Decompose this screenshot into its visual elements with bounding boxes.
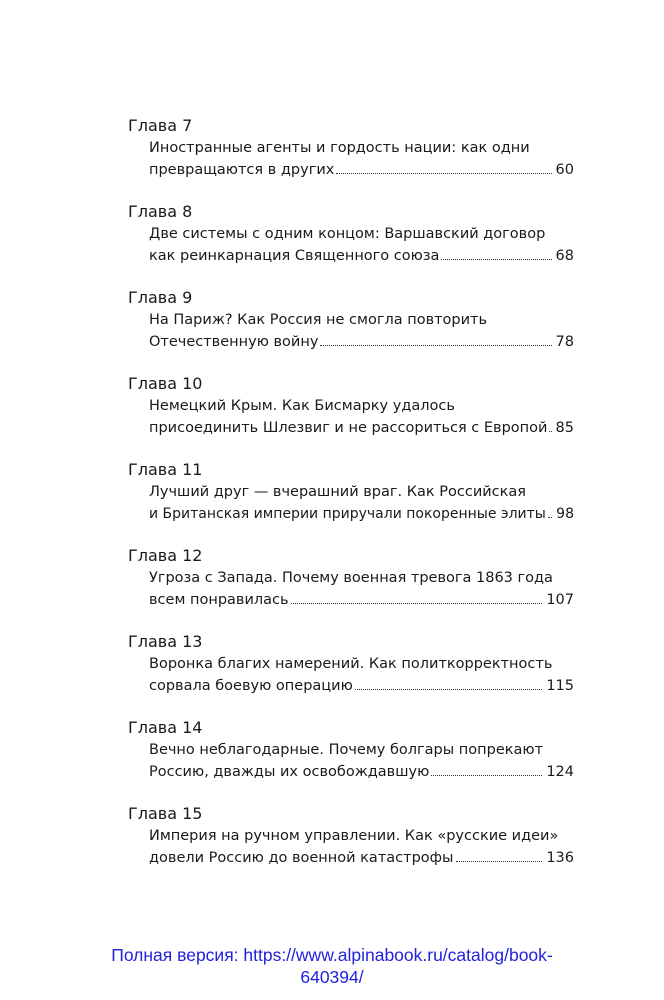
page-number: 107 xyxy=(546,592,574,608)
toc-chapter xyxy=(129,459,574,525)
toc-chapter xyxy=(129,631,574,697)
page-number: 78 xyxy=(555,334,574,350)
entry-title-line2-row xyxy=(149,331,574,353)
entry-title-line1: Лучший друг — вчерашний враг. Как Российская xyxy=(149,484,527,500)
toc-chapter xyxy=(129,201,574,267)
entry-title-line2: всем понравилась xyxy=(149,592,289,608)
toc-chapter xyxy=(129,373,574,439)
chapter-heading: Глава 12 xyxy=(128,546,203,565)
dot-leader xyxy=(548,516,552,518)
entry-title-line1: Воронка благих намерений. Как политкорректность xyxy=(149,656,553,672)
entry-title-line2: присоединить Шлезвиг и не рассориться с Европой xyxy=(149,420,548,436)
dot-leader xyxy=(336,172,551,174)
toc-entry[interactable] xyxy=(129,223,574,267)
dot-leader xyxy=(456,860,543,862)
dot-leader xyxy=(441,258,551,260)
chapter-heading: Глава 13 xyxy=(128,632,203,651)
entry-title-line1: Империя на ручном управлении. Как «русские идеи» xyxy=(149,828,559,844)
entry-title-line1: Вечно неблагодарные. Почему болгары попрекают xyxy=(149,742,544,758)
chapter-heading: Глава 9 xyxy=(128,288,193,307)
page-number: 85 xyxy=(555,420,574,436)
chapter-heading: Глава 15 xyxy=(128,804,203,823)
entry-title-line2-row xyxy=(149,675,574,697)
toc-chapter xyxy=(129,115,574,181)
full-version-link-line1: Полная версия: https://www.alpinabook.ru/catalog/book- xyxy=(111,945,553,965)
toc-entry[interactable] xyxy=(129,739,574,783)
toc-entry[interactable] xyxy=(129,481,574,525)
entry-title-line2: как реинкарнация Священного союза xyxy=(149,248,440,264)
page-number: 68 xyxy=(555,248,574,264)
entry-title-line2: довели Россию до военной катастрофы xyxy=(149,850,454,866)
entry-title-line2-row xyxy=(149,761,574,783)
toc-entry[interactable] xyxy=(129,567,574,611)
chapter-heading: Глава 8 xyxy=(128,202,193,221)
page-number: 115 xyxy=(546,678,574,694)
page-number: 60 xyxy=(555,162,574,178)
page-number: 136 xyxy=(546,850,574,866)
entry-title-line2-row xyxy=(149,159,574,181)
full-version-link-line2: 640394/ xyxy=(300,967,364,987)
full-version-link[interactable] xyxy=(60,944,604,988)
entry-title-line1: Немецкий Крым. Как Бисмарку удалось xyxy=(149,398,455,414)
toc-entry[interactable] xyxy=(129,395,574,439)
entry-title-line2: и Британская империи приручали покоренные элиты xyxy=(149,506,546,522)
toc-entry[interactable] xyxy=(129,653,574,697)
entry-title-line2-row xyxy=(149,589,574,611)
entry-title-line2: Россию, дважды их освобождавшую xyxy=(149,764,430,780)
table-of-contents xyxy=(129,115,574,889)
page-number: 98 xyxy=(556,506,574,522)
entry-title-line2-row xyxy=(149,417,574,439)
chapter-heading: Глава 11 xyxy=(128,460,203,479)
entry-title-line2: превращаются в других xyxy=(149,162,335,178)
entry-title-line2: Отечественную войну xyxy=(149,334,319,350)
entry-title-line1: Две системы с одним концом: Варшавский договор xyxy=(149,226,546,242)
dot-leader xyxy=(291,602,543,604)
entry-title-line1: Угроза с Запада. Почему военная тревога 1863 года xyxy=(149,570,553,586)
entry-title-line2: сорвала боевую операцию xyxy=(149,678,353,694)
toc-entry[interactable] xyxy=(129,309,574,353)
dot-leader xyxy=(355,688,543,690)
page-number: 124 xyxy=(546,764,574,780)
toc-chapter xyxy=(129,717,574,783)
toc-entry[interactable] xyxy=(129,825,574,869)
toc-chapter xyxy=(129,287,574,353)
entry-title-line2-row xyxy=(149,847,574,869)
toc-entry[interactable] xyxy=(129,137,574,181)
entry-title-line1: Иностранные агенты и гордость нации: как одни xyxy=(149,140,530,156)
chapter-heading: Глава 10 xyxy=(128,374,203,393)
dot-leader xyxy=(320,344,551,346)
toc-chapter xyxy=(129,545,574,611)
entry-title-line2-row xyxy=(149,245,574,267)
toc-chapter xyxy=(129,803,574,869)
entry-title-line2-row xyxy=(149,503,574,525)
dot-leader xyxy=(431,774,542,776)
entry-title-line1: На Париж? Как Россия не смогла повторить xyxy=(149,312,488,328)
chapter-heading: Глава 14 xyxy=(128,718,203,737)
chapter-heading: Глава 7 xyxy=(128,116,193,135)
dot-leader xyxy=(549,430,551,432)
